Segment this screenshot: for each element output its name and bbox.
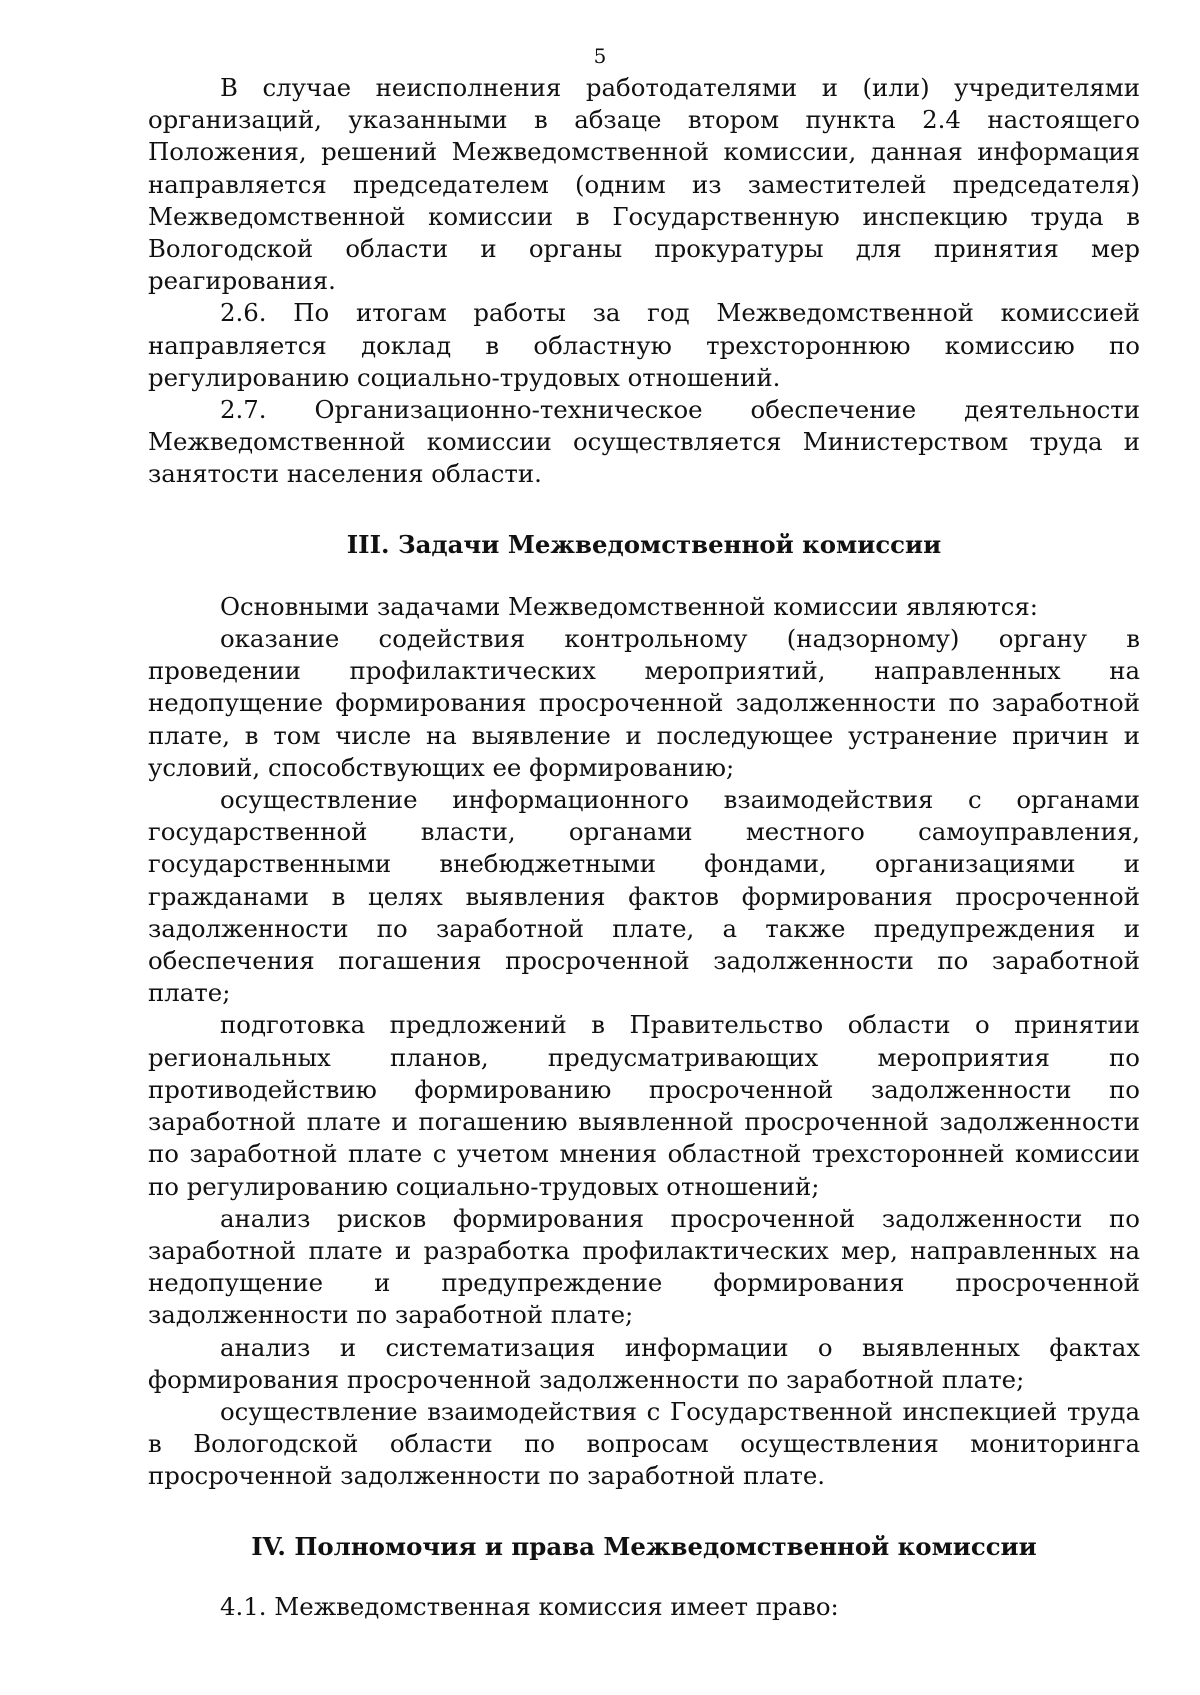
task-item: подготовка предложений в Правительство области о принятии региональных планов, предусматривающих мероприятия по противодействию формированию просроченной задолженности по заработной плате и погашению выявленной просроченной задолженности по заработной плате с учетом мнения областной трехсторонней комиссии по регулированию социально-трудовых отношений;	[148, 1010, 1140, 1201]
task-item: анализ рисков формирования просроченной задолженности по заработной плате и разработка профилактических мер, направленных на недопущение и предупреждение формирования просроченной задолженности по заработной плате;	[148, 1203, 1140, 1330]
section-3-intro: Основными задачами Межведомственной комиссии являются:	[220, 591, 1038, 621]
section-3-heading: III. Задачи Межведомственной комиссии	[346, 529, 942, 559]
task-item: оказание содействия контрольному (надзорному) органу в проведении профилактических мероприятий, направленных на недопущение формирования просроченной задолженности по заработной плате, в том числе на выявление и последующее устранение причин и условий, способствующих ее формированию;	[148, 624, 1140, 782]
section-spacer	[148, 561, 1140, 591]
section-spacer	[148, 1563, 1140, 1591]
task-item: анализ и систематизация информации о выявленных фактах формирования просроченной задолженности по заработной плате;	[148, 1332, 1140, 1394]
task-item: осуществление информационного взаимодействия с органами государственной власти, органами местного самоуправления, государственными внебюджетными фондами, организациями и гражданами в целях выявления фактов формирования просроченной задолженности по заработной плате, а также предупреждения и обеспечения погашения просроченной задолженности по заработной плате;	[148, 785, 1140, 1008]
section-4-heading: IV. Полномочия и права Межведомственной комиссии	[251, 1531, 1037, 1561]
document-body	[148, 72, 1140, 1623]
paragraph-2-7: 2.7. Организационно-техническое обеспечение деятельности Межведомственной комиссии осуществляется Министерством труда и занятости населения области.	[148, 395, 1140, 489]
section-spacer	[148, 491, 1140, 529]
paragraph-non-execution: В случае неисполнения работодателями и (или) учредителями организаций, указанными в абзаце втором пункта 2.4 настоящего Положения, решений Межведомственной комиссии, данная информация направляется председателем (одним из заместителей председателя) Межведомственной комиссии в Государственную инспекцию труда в Вологодской области и органы прокуратуры для принятия мер реагирования.	[148, 73, 1140, 296]
page-number: 5	[593, 44, 607, 68]
paragraph-4-1: 4.1. Межведомственная комиссия имеет право:	[220, 1591, 839, 1621]
task-item: осуществление взаимодействия с Государственной инспекцией труда в Вологодской области по вопросам осуществления мониторинга просроченной задолженности по заработной плате.	[148, 1396, 1140, 1491]
section-spacer	[148, 1493, 1140, 1531]
paragraph-2-6: 2.6. По итогам работы за год Межведомственной комиссией направляется доклад в областную трехстороннюю комиссию по регулированию социально-трудовых отношений.	[148, 298, 1140, 392]
